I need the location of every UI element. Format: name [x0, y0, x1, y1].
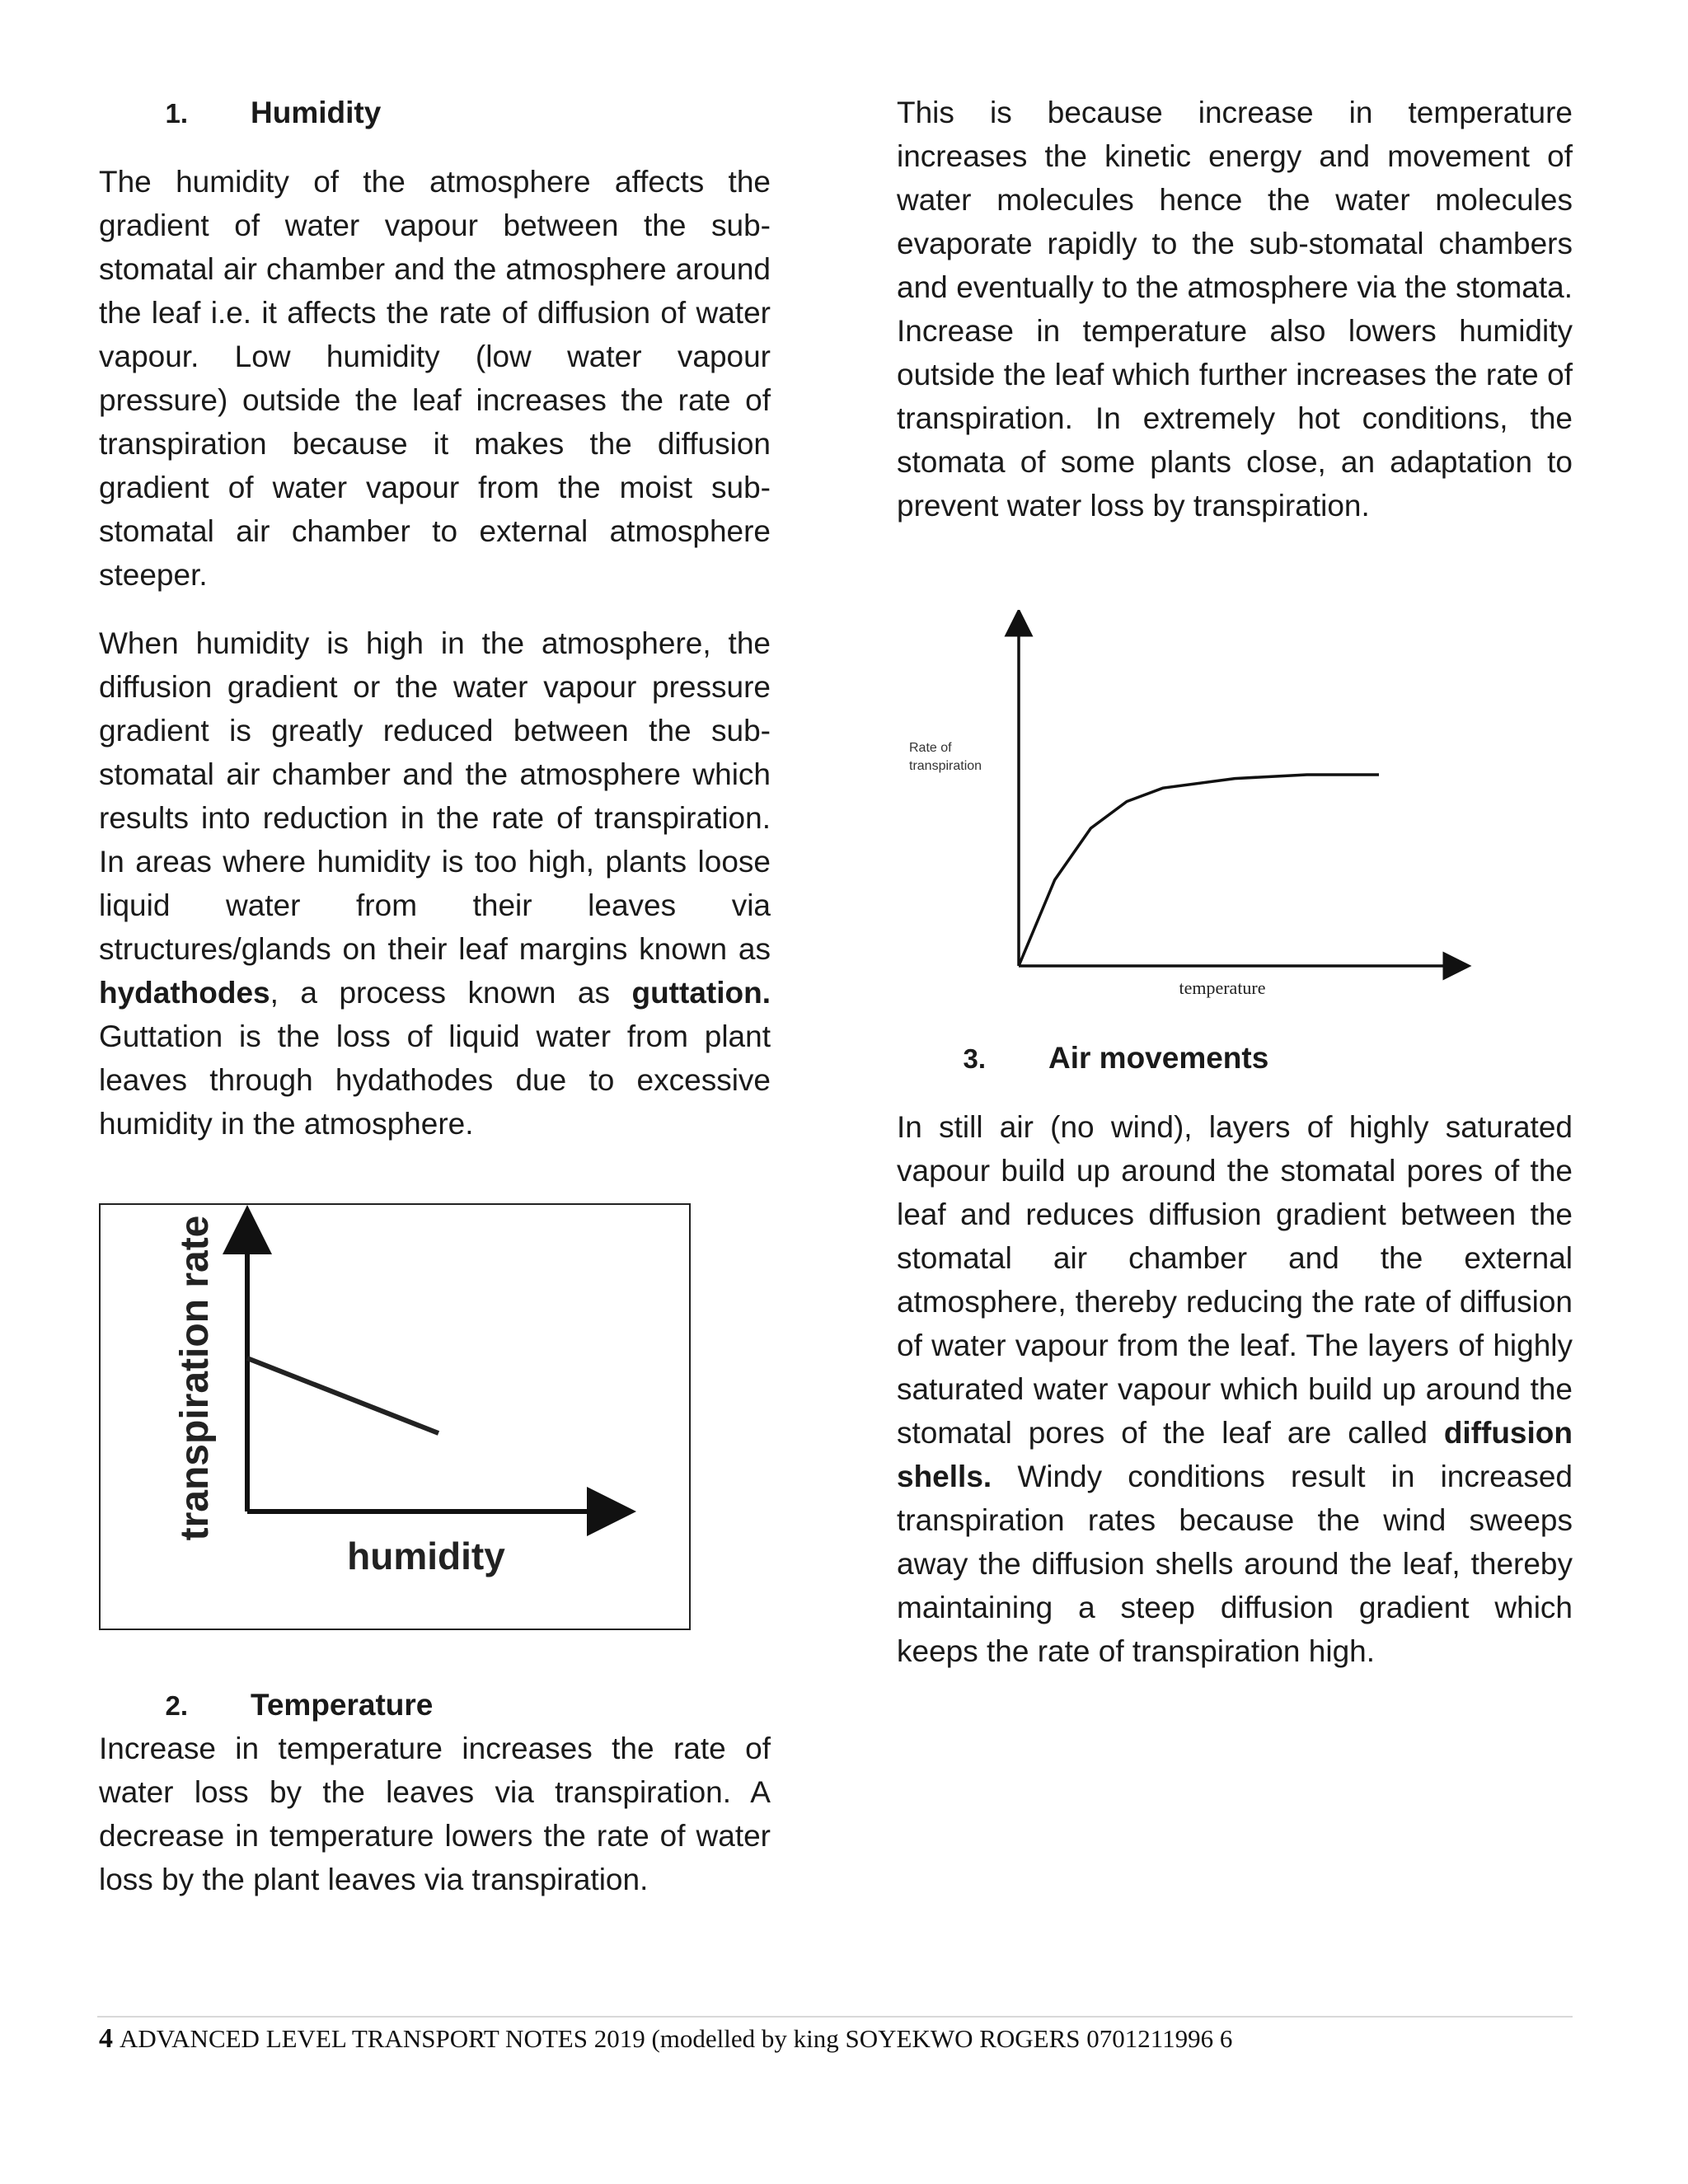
term-guttation: guttation. — [631, 976, 771, 1010]
temperature-paragraph-1: Increase in temperature increases the rate of water loss by the leaves via transpiration. A decrease in temperature lowers the rate of water loss by the plant leaves via transpiration. — [99, 1732, 771, 1896]
humidity-paragraph-1: The humidity of the atmosphere affects the gradient of water vapour between the sub-stomatal air chamber and the atmosphere around the leaf i.e. it affects the rate of diffusion of water vapour. Low humidity (low water vapour pressure) outside the leaf increases the rate of transpiration because it makes the diffusion gradient of water vapour from the moist sub-stomatal air chamber to external atmosphere steeper. — [99, 165, 771, 592]
series-line — [247, 1358, 438, 1433]
footer-text: ADVANCED LEVEL TRANSPORT NOTES 2019 (modelled by king SOYEKWO ROGERS 0701211996 6 — [120, 2024, 1233, 2053]
left-column — [99, 91, 771, 1146]
section-number: 1. — [165, 98, 188, 129]
section-title: Air movements — [1048, 1041, 1269, 1075]
right-column-lower — [897, 1036, 1573, 1673]
temperature-chart-svg — [897, 610, 1474, 1005]
y-axis-label-line1: Rate of — [909, 741, 952, 755]
humidity-chart — [99, 1203, 691, 1630]
section-heading-temperature — [99, 1683, 771, 1727]
series-line — [1019, 775, 1379, 966]
temperature-paragraph-2: This is because increase in temperature increases the kinetic energy and movement of water molecules hence the water molecules evaporate rapidly to the sub-stomatal chambers and eventually to the atmosphere via the stomata. Increase in temperature also lowers humidity outside the leaf which further increases the rate of transpiration. In extremely hot conditions, the stomata of some plants close, an adaptation to prevent water loss by transpiration. — [897, 96, 1573, 523]
section-heading-air-movements — [897, 1036, 1573, 1080]
x-axis-label: temperature — [1179, 977, 1266, 998]
y-axis-label-line2: transpiration — [909, 759, 982, 773]
section-title: Humidity — [251, 96, 382, 129]
air-movements-paragraph: In still air (no wind), layers of highly saturated vapour build up around the stomatal pores of the leaf and reduces diffusion gradient between the stomatal air chamber and the external atmosphere, thereby reducing the rate of diffusion of water vapour from the leaf. The layers of highly saturated water vapour which build up around the stomatal pores of the leaf are called diffusion shells. Windy conditions result in increased transpiration rates because the wind sweeps away the diffusion shells around the leaf, thereby maintaining a steep diffusion gradient which keeps the rate of transpiration high. — [897, 1110, 1573, 1668]
section-number: 2. — [165, 1690, 188, 1721]
right-column — [897, 91, 1573, 527]
term-diffusion-shells: diffusion shells. — [897, 1416, 1573, 1493]
section-heading-humidity — [99, 91, 771, 135]
page-number: 4 — [99, 2023, 113, 2054]
footer-divider — [97, 2016, 1573, 2018]
y-axis-label: transpiration rate — [173, 1215, 217, 1541]
temperature-chart — [897, 610, 1474, 1005]
section-number: 3. — [963, 1043, 986, 1074]
page-footer — [99, 2021, 1232, 2057]
humidity-paragraph-2: When humidity is high in the atmosphere, the diffusion gradient or the water vapour pressure gradient is greatly reduced between the sub-stomatal air chamber and the atmosphere which results into reduction in the rate of transpiration. In areas where humidity is too high, plants loose liquid water from their leaves via structures/glands on their leaf margins known as hydathodes, a process known as guttation. Guttation is the loss of liquid water from plant leaves through hydathodes due to excessive humidity in the atmosphere. — [99, 626, 771, 1141]
term-hydathodes: hydathodes — [99, 976, 270, 1010]
x-axis-label: humidity — [347, 1535, 505, 1577]
humidity-chart-svg — [101, 1205, 689, 1629]
section-title: Temperature — [251, 1688, 434, 1722]
